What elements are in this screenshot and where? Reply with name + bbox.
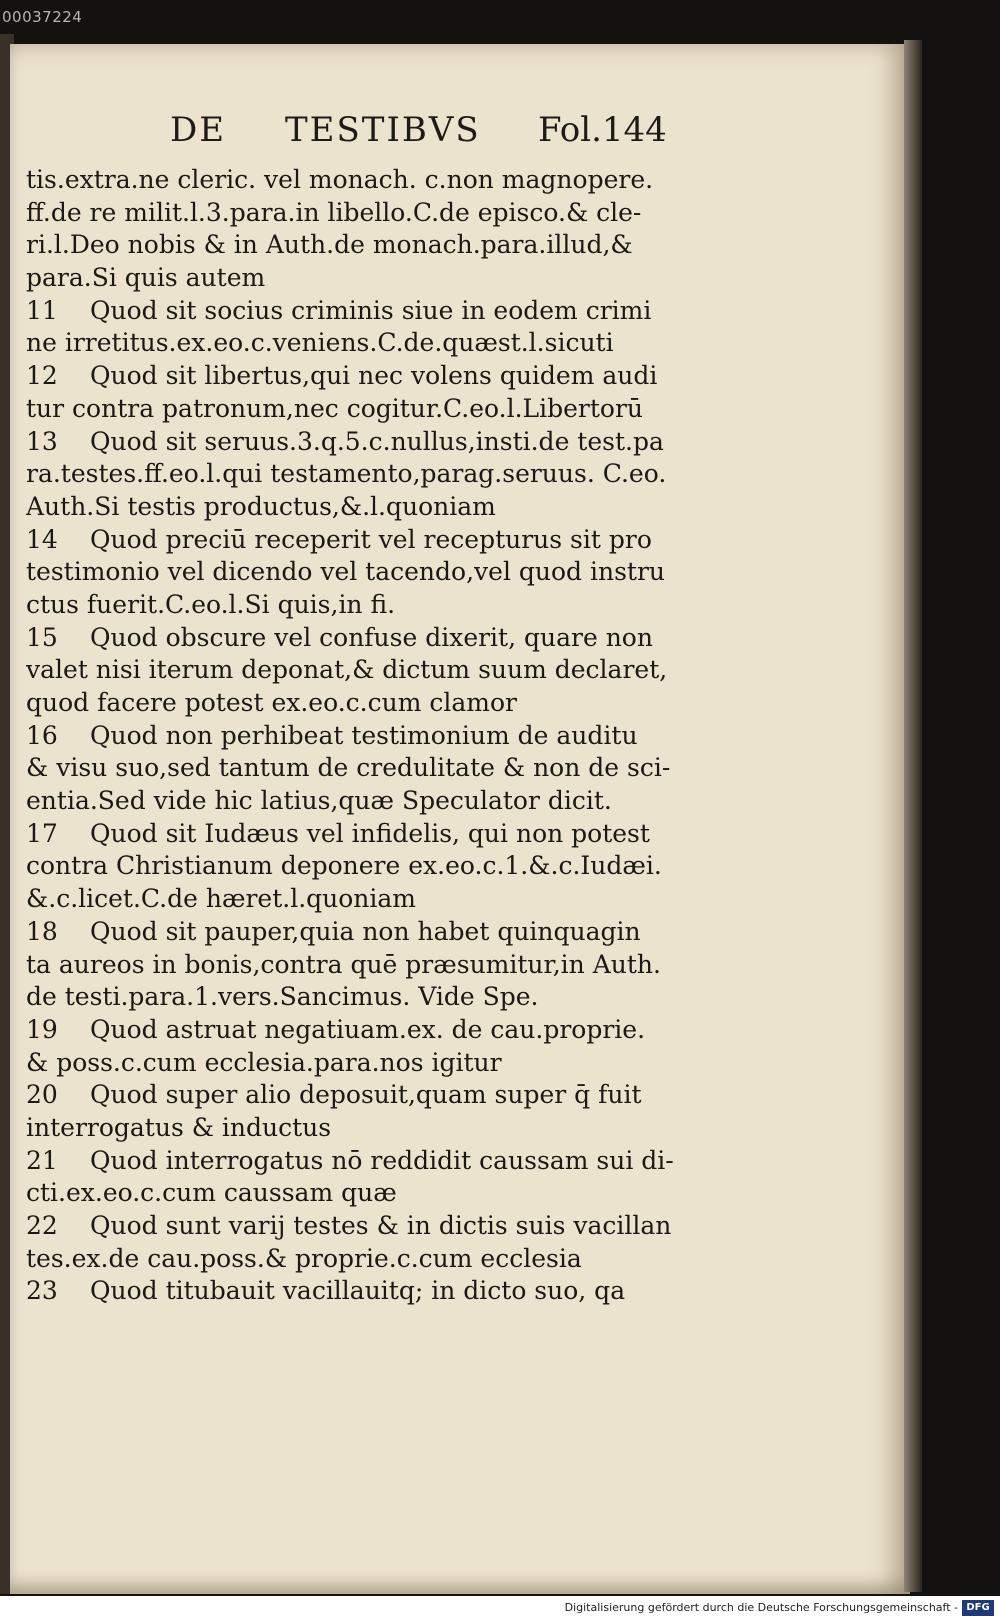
text-line <box>26 883 701 916</box>
item-number: 20 <box>26 1080 58 1110</box>
item-number: 14 <box>26 524 58 554</box>
folio-number: Fol.144 <box>538 110 667 150</box>
line-text: Auth.Si testis productus,&.l.quoniam <box>26 491 496 521</box>
line-text: tis.extra.ne cleric. vel monach. c.non magnopere. <box>26 165 654 194</box>
text-line <box>26 1177 701 1210</box>
text-line <box>26 589 701 622</box>
text-line <box>26 458 701 491</box>
item-number: 15 <box>26 622 58 652</box>
line-text: Quod interrogatus nō reddidit caussam sui di- <box>90 1145 674 1175</box>
page-edge-shadow <box>904 40 922 1592</box>
text-line <box>26 818 701 851</box>
line-text: Quod sit Iudæus vel infidelis, qui non potest <box>90 818 650 848</box>
item-number: 18 <box>26 916 58 946</box>
scan-id: 00037224 <box>2 8 83 26</box>
text-line <box>26 393 701 426</box>
text-line <box>26 197 701 230</box>
line-text: Quod sit socius criminis siue in eodem crimi <box>90 295 652 325</box>
text-line <box>26 916 701 949</box>
line-text: & visu suo,sed tantum de credulitate & non de sci- <box>26 753 671 783</box>
line-text: contra Christianum deponere ex.eo.c.1.&.c.Iudæi. <box>26 851 662 881</box>
item-number: 21 <box>26 1145 58 1175</box>
line-text: entia.Sed vide hic latius,quæ Speculator dicit. <box>26 786 612 816</box>
line-text: Quod sit pauper,quia non habet quinquagin <box>90 916 641 946</box>
text-line <box>26 491 701 524</box>
item-number: 22 <box>26 1211 58 1240</box>
line-text: ta aureos in bonis,contra quē præsumitur,in Auth. <box>26 949 661 979</box>
line-text: de testi.para.1.vers.Sancimus. Vide Spe. <box>26 982 539 1012</box>
line-text: Quod astruat negatiuam.ex. de cau.proprie. <box>90 1014 646 1044</box>
text-line <box>26 622 701 655</box>
text-line <box>26 949 701 982</box>
text-line <box>26 1112 701 1145</box>
line-text: quod facere potest ex.eo.c.cum clamor <box>26 688 517 717</box>
line-text: ne irretitus.ex.eo.c.veniens.C.de.quæst.l.sicuti <box>26 328 614 358</box>
line-text: para.Si quis autem <box>26 263 266 293</box>
line-text: Quod obscure vel confuse dixerit, quare non <box>90 622 653 652</box>
text-line <box>26 229 701 262</box>
text-line <box>26 752 701 785</box>
line-text: testimonio vel dicendo vel tacendo,vel quod instru <box>26 557 666 587</box>
body-text <box>26 164 701 1308</box>
line-text: cti.ex.eo.c.cum caussam quæ <box>26 1178 397 1208</box>
text-line <box>26 556 701 589</box>
running-header <box>170 110 667 150</box>
text-line <box>26 360 701 393</box>
line-text: interrogatus & inductus <box>26 1112 332 1142</box>
text-line <box>26 785 701 818</box>
header-title: TESTIBVS <box>285 110 481 150</box>
item-number: 12 <box>26 361 58 391</box>
line-text: ff.de re milit.l.3.para.in libello.C.de episco.& cle- <box>26 197 642 227</box>
line-text: Quod sit seruus.3.q.5.c.nullus,insti.de test.pa <box>90 426 664 456</box>
header-left: DE <box>170 110 227 150</box>
line-text: ctus fuerit.C.eo.l.Si quis,in fi. <box>26 589 396 619</box>
line-text: Quod titubauit vacillauitq; in dicto suo, qa <box>90 1276 626 1306</box>
line-text: & poss.c.cum ecclesia.para.nos igitur <box>26 1047 502 1077</box>
footer-bar <box>0 1596 1000 1622</box>
text-line <box>26 981 701 1014</box>
item-number: 13 <box>26 426 58 456</box>
line-text: valet nisi iterum deponat,& dictum suum declaret, <box>26 655 668 685</box>
item-number: 11 <box>26 295 58 325</box>
text-line <box>26 262 701 295</box>
line-text: Quod preciū receperit vel recepturus sit pro <box>90 524 652 554</box>
text-line <box>26 327 701 360</box>
item-number: 17 <box>26 818 58 848</box>
line-text: Quod super alio deposuit,quam super q̄ fuit <box>90 1080 642 1110</box>
line-text: Quod sit libertus,qui nec volens quidem audi <box>90 361 658 391</box>
line-text: Quod sunt varij testes & in dictis suis vacillan <box>90 1211 672 1240</box>
text-line <box>26 524 701 557</box>
line-text: &.c.licet.C.de hæret.l.quoniam <box>26 884 417 914</box>
line-text: ra.testes.ff.eo.l.qui testamento,parag.seruus. C.eo. <box>26 459 667 489</box>
text-line <box>26 426 701 459</box>
text-line <box>26 1145 701 1178</box>
text-line <box>26 850 701 883</box>
line-text: tur contra patronum,nec cogitur.C.eo.l.Libertorū <box>26 393 644 423</box>
text-line <box>26 1014 701 1047</box>
text-line <box>26 1047 701 1080</box>
line-text: tes.ex.de cau.poss.& proprie.c.cum ecclesia <box>26 1243 582 1273</box>
item-number: 19 <box>26 1014 58 1044</box>
item-number: 23 <box>26 1276 58 1306</box>
line-text: ri.l.Deo nobis & in Auth.de monach.para.illud,& <box>26 230 633 260</box>
text-line <box>26 1210 701 1243</box>
text-line <box>26 1275 701 1308</box>
text-line <box>26 687 701 720</box>
line-text: Quod non perhibeat testimonium de auditu <box>90 720 638 750</box>
item-number: 16 <box>26 720 58 750</box>
text-line <box>26 1243 701 1276</box>
dfg-logo: DFG <box>962 1600 994 1616</box>
text-line <box>26 164 701 197</box>
footer-credit: Digitalisierung gefördert durch die Deutsche Forschungsgemeinschaft - <box>564 1601 958 1614</box>
text-line <box>26 654 701 687</box>
text-line <box>26 295 701 328</box>
text-line <box>26 1079 701 1112</box>
text-line <box>26 720 701 753</box>
